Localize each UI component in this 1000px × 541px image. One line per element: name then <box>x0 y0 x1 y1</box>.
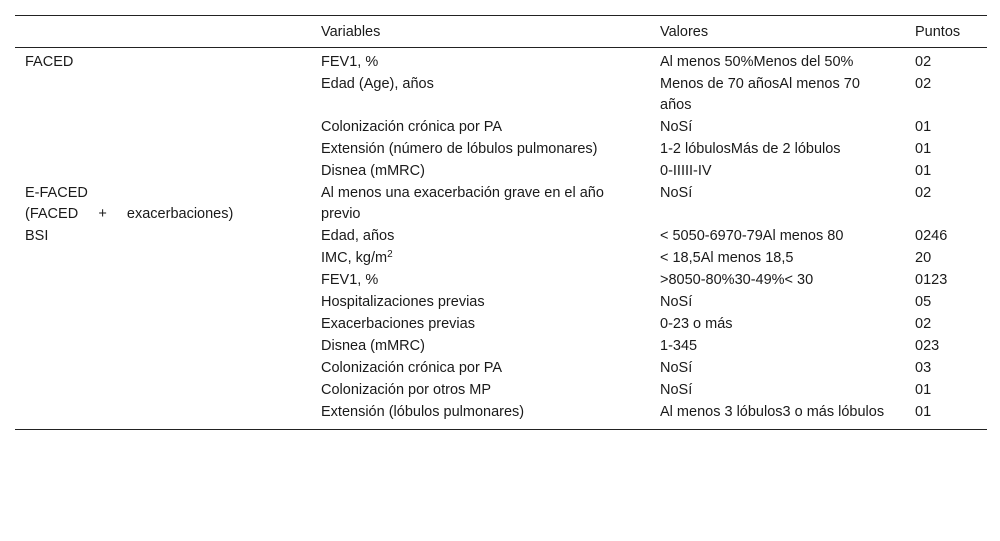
cell-puntos: 05 <box>915 294 932 310</box>
cell-valores: NoSí <box>660 294 693 310</box>
cell-puntos: 01 <box>915 141 932 157</box>
header-valores: Valores <box>660 24 709 40</box>
cell-puntos: 02 <box>915 185 932 201</box>
cell-group <box>15 313 311 335</box>
cell-group <box>15 73 311 116</box>
cell-variable: Hospitalizaciones previas <box>321 294 485 310</box>
cell-puntos: 02 <box>915 316 932 332</box>
cell-group <box>15 335 311 357</box>
cell-valores: 0-IIIII-IV <box>660 163 712 179</box>
table-row <box>15 182 987 225</box>
cell-puntos: 03 <box>915 360 932 376</box>
cell-valores: NoSí <box>660 382 693 398</box>
cell-group <box>15 291 311 313</box>
table-row <box>15 73 987 116</box>
cell-valores: 0-23 o más <box>660 316 733 332</box>
table-row <box>15 116 987 138</box>
cell-variable: Edad, años <box>321 228 395 244</box>
cell-variable: FEV1, % <box>321 272 379 288</box>
cell-variable: Extensión (número de lóbulos pulmonares) <box>321 141 598 157</box>
cell-group <box>15 116 311 138</box>
cell-valores: Al menos 50%Menos del 50% <box>660 54 854 70</box>
scores-table <box>15 15 987 430</box>
table-row <box>15 269 987 291</box>
cell-puntos: 01 <box>915 404 932 420</box>
table-row <box>15 313 987 335</box>
header-row <box>15 16 987 48</box>
table-row <box>15 401 987 430</box>
cell-variable: Disnea (mMRC) <box>321 338 425 354</box>
cell-group <box>15 138 311 160</box>
cell-variable: Colonización por otros MP <box>321 382 492 398</box>
cell-valores: 1-345 <box>660 338 698 354</box>
cell-valores: 1-2 lóbulosMás de 2 lóbulos <box>660 141 841 157</box>
cell-puntos: 01 <box>915 163 932 179</box>
cell-variable: FEV1, % <box>321 54 379 70</box>
header-variables: Variables <box>321 24 381 40</box>
table-row <box>15 335 987 357</box>
table-row <box>15 225 987 247</box>
table-row <box>15 247 987 269</box>
cell-valores: NoSí <box>660 185 693 201</box>
cell-valores: NoSí <box>660 360 693 376</box>
cell-group: E-FACED (FACED + exacerbaciones) <box>25 185 234 222</box>
cell-variable: Exacerbaciones previas <box>321 316 475 332</box>
cell-variable: Colonización crónica por PA <box>321 119 503 135</box>
table-row <box>15 138 987 160</box>
cell-variable: Colonización crónica por PA <box>321 360 503 376</box>
cell-valores: >8050-80%30-49%< 30 <box>660 272 814 288</box>
table-row <box>15 291 987 313</box>
cell-valores: < 5050-6970-79Al menos 80 <box>660 228 844 244</box>
cell-group <box>15 357 311 379</box>
cell-puntos: 02 <box>915 76 932 92</box>
table-row <box>15 160 987 182</box>
cell-valores: Menos de 70 añosAl menos 70 años <box>660 76 860 113</box>
table-row <box>15 357 987 379</box>
variable-text: IMC, kg/m <box>321 250 388 266</box>
cell-variable <box>311 247 650 269</box>
cell-variable: Al menos una exacerbación grave en el año previo <box>321 185 604 222</box>
cell-valores: Al menos 3 lóbulos3 o más lóbulos <box>660 404 885 420</box>
cell-puntos: 0246 <box>915 228 948 244</box>
cell-valores: NoSí <box>660 119 693 135</box>
cell-variable: Edad (Age), años <box>321 76 434 92</box>
cell-group <box>15 160 311 182</box>
cell-group: BSI <box>25 228 49 244</box>
table-row <box>15 48 987 74</box>
cell-group <box>15 269 311 291</box>
cell-valores: < 18,5Al menos 18,5 <box>660 250 794 266</box>
table-header <box>15 16 987 48</box>
cell-variable: Disnea (mMRC) <box>321 163 425 179</box>
table-row <box>15 379 987 401</box>
cell-group <box>15 401 311 430</box>
cell-group: FACED <box>25 54 74 70</box>
cell-group <box>15 247 311 269</box>
cell-puntos: 0123 <box>915 272 948 288</box>
cell-puntos: 20 <box>915 250 932 266</box>
cell-puntos: 01 <box>915 382 932 398</box>
scores-table-container <box>15 15 987 430</box>
cell-variable: Extensión (lóbulos pulmonares) <box>321 404 525 420</box>
header-group <box>15 16 311 48</box>
cell-puntos: 01 <box>915 119 932 135</box>
superscript-exponent: 2 <box>387 249 393 260</box>
table-body <box>15 48 987 430</box>
cell-puntos: 02 <box>915 54 932 70</box>
cell-puntos: 023 <box>915 338 940 354</box>
cell-group <box>15 379 311 401</box>
header-puntos: Puntos <box>915 24 961 40</box>
